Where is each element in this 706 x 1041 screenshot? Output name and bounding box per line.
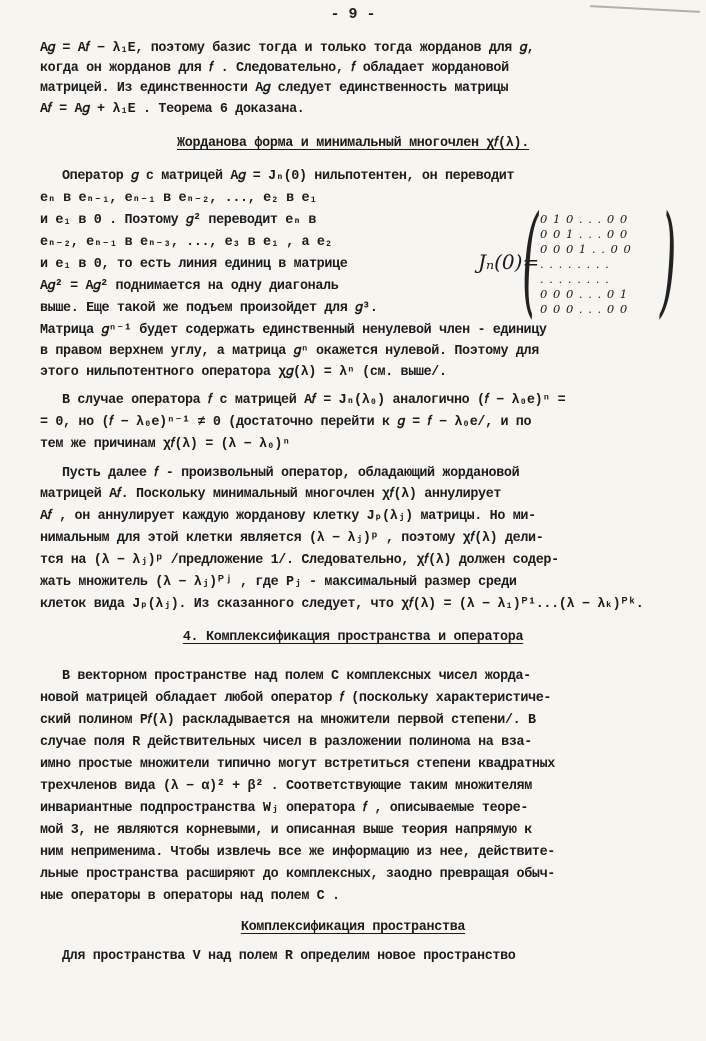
- text-line: случае поля R действительных чисел в разложении полинома на вза-: [40, 735, 532, 750]
- text-line: в правом верхнем углу, а матрица 𝑔ⁿ окажется нулевой. Поэтому для: [40, 344, 539, 359]
- text-line: = 0, но (𝑓 − λ₀e)ⁿ⁻¹ ≠ 0 (достаточно перейти к 𝑔 = 𝑓 − λ₀e/, и по: [40, 415, 532, 430]
- text-line: и e₁ в 0 . Поэтому 𝑔² переводит eₙ в: [40, 213, 317, 228]
- text-line: A𝑔 = A𝑓 − λ₁E, поэтому базис тогда и только тогда жорданов для 𝑔,: [40, 41, 535, 56]
- right-paren: ): [660, 191, 677, 330]
- text-line: ные операторы в операторы над полем C .: [40, 889, 340, 904]
- text-line: тся на (λ − λⱼ)ᵖ /предложение 1/. Следовательно, χ𝑓(λ) должен содер-: [40, 553, 559, 568]
- text-line: имно простые множители типично могут встретиться степени квадратных: [40, 757, 555, 772]
- text-line: и e₁ в 0, то есть линия единиц в матрице: [40, 257, 348, 272]
- text-line: инвариантные подпространства Wⱼ оператора 𝑓 , описываемые теоре-: [40, 801, 529, 816]
- text-line: ним неприменима. Чтобы извлечь все же информацию из нее, действите-: [40, 845, 555, 860]
- text-line: В случае оператора 𝑓 с матрицей A𝑓 = Jₙ(λ₀) аналогично (𝑓 − λ₀e)ⁿ =: [62, 393, 566, 408]
- text-line: трехчленов вида (λ − α)² + β² . Соответствующие таким множителям: [40, 779, 532, 794]
- text-line: В векторном пространстве над полем C комплексных чисел жорда-: [62, 669, 531, 684]
- matrix-row: 0 0 0 . . . 0 1: [540, 287, 629, 301]
- text-line: A𝑓 , он аннулирует каждую жорданову клетку Jₚ(λⱼ) матрицы. Но ми-: [40, 509, 536, 524]
- text-line: Пусть далее 𝑓 - произвольный оператор, обладающий жордановой: [62, 466, 520, 481]
- section-heading: Комплексификация пространства: [240, 920, 466, 935]
- page-number: - 9 -: [330, 6, 376, 23]
- matrix-row: 0 0 0 . . . 0 0: [540, 302, 629, 316]
- text-line: матрицей A𝑓. Поскольку минимальный многочлен χ𝑓(λ) аннулирует: [40, 487, 502, 502]
- text-line: нимальным для этой клетки является (λ − λⱼ)ᵖ , поэтому χ𝑓(λ) дели-: [40, 531, 544, 546]
- text-line: льные пространства расширяют до комплексных, заодно превращая обыч-: [40, 867, 555, 882]
- matrix-row: 0 0 0 1 . . 0 0: [540, 242, 632, 256]
- matrix-row: . . . . . . . .: [540, 272, 610, 286]
- text-line: тем же причинам χ𝑓(λ) = (λ − λ₀)ⁿ: [40, 437, 290, 452]
- text-line: Матрица 𝑔ⁿ⁻¹ будет содержать единственный ненулевой член - единицу: [40, 323, 547, 338]
- text-line: этого нильпотентного оператора χ𝑔(λ) = λⁿ (см. выше/.: [40, 365, 447, 380]
- text-line: новой матрицей обладает любой оператор 𝑓 (поскольку характеристиче-: [40, 691, 552, 706]
- text-line: ский полином P𝑓(λ) раскладывается на множители первой степени/. В: [40, 713, 536, 728]
- text-line: eₙ в eₙ₋₁, eₙ₋₁ в eₙ₋₂, ..., e₂ в e₁: [40, 191, 317, 206]
- text-line: eₙ₋₂, eₙ₋₁ в eₙ₋₃, ..., e₃ в e₁ , а e₂: [40, 235, 333, 250]
- text-line: клеток вида Jₚ(λⱼ). Из сказанного следует, что χ𝑓(λ) = (λ − λ₁)ᴾ¹...(λ − λₖ)ᴾᵏ.: [40, 597, 644, 612]
- text-line: мой 3, не являются корневыми, и описанная выше теория напрямую к: [40, 823, 532, 838]
- matrix-rows: [540, 212, 666, 317]
- left-paren: (: [522, 191, 539, 330]
- text-line: Оператор 𝑔 с матрицей A𝑔 = Jₙ(0) нильпотентен, он переводит: [62, 169, 515, 184]
- text-line: матрицей. Из единственности A𝑔 следует единственность матрицы: [40, 81, 509, 96]
- matrix-label: Jₙ(0)=: [478, 250, 540, 274]
- text-line: когда он жорданов для 𝑓 . Следовательно, 𝑓 обладает жордановой: [40, 61, 509, 76]
- matrix-row: 0 0 1 . . . 0 0: [540, 227, 629, 241]
- section-heading: Жорданова форма и минимальный многочлен χ𝑓(λ).: [177, 136, 529, 151]
- text-line: A𝑔² = A𝑔² поднимается на одну диагональ: [40, 279, 339, 294]
- section-heading: 4. Комплексификация пространства и оператора: [182, 630, 524, 645]
- text-line: A𝑓 = A𝑔 + λ₁E . Теорема 6 доказана.: [40, 102, 305, 117]
- matrix-row: 0 1 0 . . . 0 0: [540, 212, 629, 226]
- text-line: жать множитель (λ − λⱼ)ᴾʲ , где Pⱼ - максимальный размер среди: [40, 575, 517, 590]
- text-line: Для пространства V над полем R определим новое пространство: [62, 949, 516, 964]
- jordan-matrix: [478, 191, 684, 330]
- text-line: выше. Еще такой же подъем произойдет для 𝑔³.: [40, 301, 378, 316]
- matrix-row: . . . . . . . .: [540, 257, 610, 271]
